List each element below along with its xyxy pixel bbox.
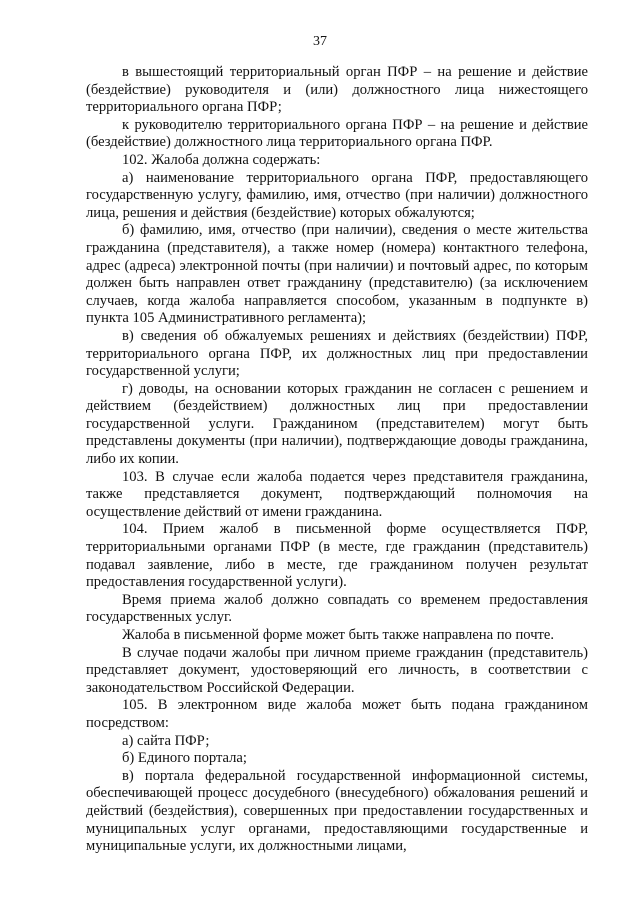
paragraph-appeal-head: к руководителю территориального органа ПФР – на решение и действие (бездействие) должностного лица территориального органа ПФР. — [86, 116, 588, 151]
paragraph-103: 103. В случае если жалоба подается через представителя гражданина, также представляется документ, подтверждающий полномочия на осуществление действий от имени гражданина. — [86, 468, 588, 520]
page-number: 37 — [313, 34, 327, 49]
paragraph-postal: Жалоба в письменной форме может быть также направлена по почте. — [122, 627, 555, 643]
paragraph-102-v: в) сведения об обжалуемых решениях и действиях (бездействии) ПФР, территориального органа ПФР, их должностных лиц при предоставлении государственной услуги; — [86, 327, 588, 380]
paragraph-105-b: б) Единого портала; — [122, 750, 247, 767]
paragraph-102-a: а) наименование территориального органа ПФР, предоставляющего государственную услугу, фамилию, имя, отчество (при наличии) должностного лица, решения и действия (бездействие) которых обжалуются; — [86, 169, 588, 221]
paragraph-105-v: в) портала федеральной государственной информационной системы, обеспечивающей процесс досудебного (внесудебного) обжалования решений и действий (бездействия), совершенных при предоставлении государственных и муниципальных услуг органами, предоставляющими государственные и муниципальные услуги, их должностными лицами, — [86, 767, 588, 855]
paragraph-appeal-higher-body: в вышестоящий территориальный орган ПФР – на решение и действие (бездействие) руководителя и (или) должностного лица нижестоящего территориального органа ПФР; — [86, 64, 588, 116]
paragraph-personal-reception: В случае подачи жалобы при личном приеме гражданин (представитель) представляет документ, удостоверяющий его личность, в соответствии с законодательством Российской Федерации. — [86, 644, 588, 696]
paragraph-reception-time: Время приема жалоб должно совпадать со временем предоставления государственных услуг. — [86, 591, 588, 626]
paragraph-105-a: а) сайта ПФР; — [122, 732, 210, 749]
paragraph-102-g: г) доводы, на основании которых гражданин не согласен с решением и действием (бездействием) должностных лиц при предоставлении государственной услуги. Гражданином (представителем) могут быть представлены документы (при наличии), подтверждающие доводы гражданина, либо их копии. — [86, 380, 588, 468]
paragraph-102-heading: 102. Жалоба должна содержать: — [122, 151, 321, 168]
paragraph-105-heading: 105. В электронном виде жалоба может быть подана гражданином посредством: — [86, 697, 588, 731]
paragraph-102-b: б) фамилию, имя, отчество (при наличии), сведения о месте жительства гражданина (представителя), а также номер (номера) контактного телефона, адрес (адреса) электронной почты (при наличии) и почтовый адрес, по которым должен быть направлен ответ гражданину (представителю) (за исключением случаев, когда жалоба направляется способом, указанным в подпункте в) пункта 105 Административного регламента); — [86, 222, 588, 327]
document-body — [86, 64, 588, 856]
paragraph-104: 104. Прием жалоб в письменной форме осуществляется ПФР, территориальными органами ПФР (в месте, где гражданин (представитель) подавал заявление, либо в месте, где гражданином получен результат предоставления государственной услуги). — [86, 521, 588, 591]
